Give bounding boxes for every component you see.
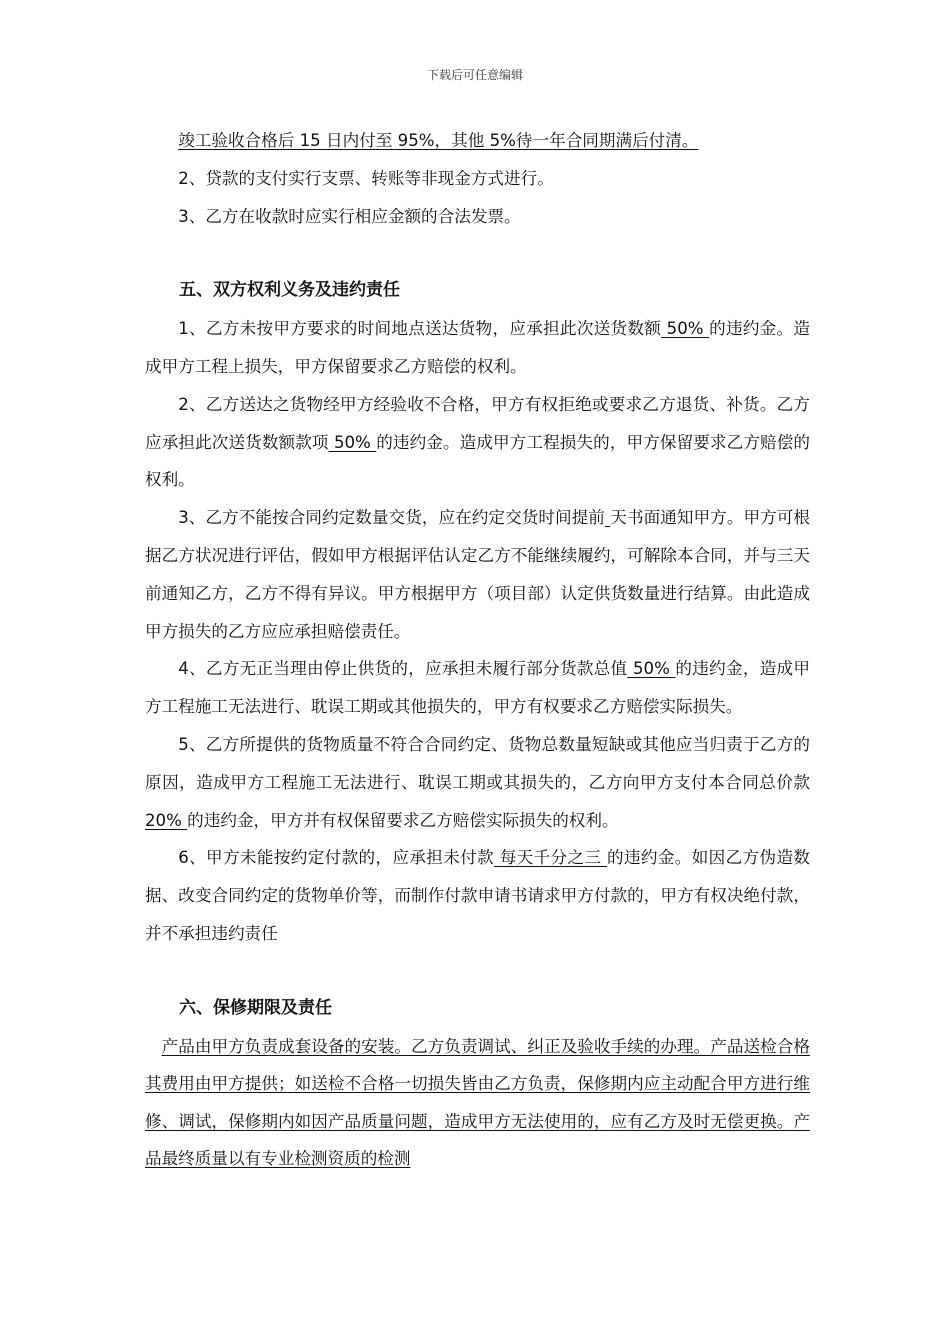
item-4-text-a: 4、乙方无正当理由停止供货的，应承担未履行部分货款总值 (178, 659, 628, 679)
item-1-text-a: 1、乙方未按甲方要求的时间地点送达货物，应承担此次送货数额 (178, 319, 662, 339)
section-5-item-1 (145, 310, 810, 386)
payment-item-3: 3、乙方在收款时应实行相应金额的合法发票。 (178, 206, 521, 226)
item-5-penalty-rate: 20% (145, 810, 188, 830)
warranty-terms-underlined: 产品由甲方负责成套设备的安装。乙方负责调试、纠正及验收手续的办理。产品送检合格其费用由甲方提供；如送检不合格一切损失皆由乙方负责，保修期内应主动配合甲方进行维修、调试，保修期内如因产品质量问题，造成甲方无法使用的，应有乙方及时无偿更换。产品最终质量以有专业检测资质的检测 (145, 1036, 810, 1169)
section-6-body (145, 1028, 810, 1178)
item-4-text-b: 的违约金，造成甲方工程施工无法进行、耽误工期或其他损失的，甲方有权要求乙方赔偿实际损失。 (145, 659, 810, 717)
payment-item-2: 2、贷款的支付实行支票、转账等非现金方式进行。 (178, 168, 554, 188)
item-2-penalty-rate: 50% (328, 432, 377, 452)
page-header: 下载后可任意编辑 (426, 68, 523, 82)
section-5-item-4 (145, 650, 810, 726)
item-6-text-a: 6、甲方未能按约定付款的，应承担未付款 (178, 848, 495, 868)
spacer (145, 953, 810, 990)
item-1-penalty-rate: 50% (661, 319, 710, 339)
item-3-text-b: 天书面通知甲方。甲方可根据乙方状况进行评估，假如甲方根据评估认定乙方不能继续履约，可解除本合同，并与三天前通知乙方，乙方不得有异议。甲方根据甲方（项目部）认定供货数量进行结算。由此造成甲方损失的乙方应应承担赔偿责任。 (145, 508, 811, 641)
section-5-item-5 (145, 726, 810, 839)
item-3-text-a: 3、乙方不能按合同约定数量交货，应在约定交货时间提前 (178, 508, 605, 528)
item-4-penalty-rate: 50% (627, 659, 676, 679)
item-2-text-a: 2、乙方送达之货物经甲方经验收不合格，甲方有权拒绝或要求乙方退货、补货。乙方应承担此次送货数额款项 (145, 394, 810, 452)
section-5-item-2 (145, 386, 810, 499)
payment-continuation (145, 122, 810, 160)
item-5-text-a: 5、乙方所提供的货物质量不符合合同约定、货物总数量短缺或其他应当归责于乙方的原因，造成甲方工程施工无法进行、耽误工期或其损失的，乙方向甲方支付本合同总价款 (145, 734, 810, 792)
spacer (145, 235, 810, 272)
section-6-heading: 六、保修期限及责任 (179, 997, 332, 1018)
item-2-text-b: 的违约金。造成甲方工程损失的，甲方保留要求乙方赔偿的权利。 (145, 432, 811, 490)
item-1-text-b: 的违约金。造成甲方工程上损失，甲方保留要求乙方赔偿的权利。 (145, 319, 810, 376)
item-5-text-b: 的违约金，甲方并有权保留要求乙方赔偿实际损失的权利。 (187, 810, 619, 830)
section-5-item-3 (145, 499, 810, 650)
item-6-text-b: 的违约金。如因乙方伪造数据、改变合同约定的货物单价等，而制作付款申请书请求甲方付款的，甲方有权决绝付款，并不承担违约责任 (145, 848, 810, 943)
payment-terms-underlined: 竣工验收合格后 15 日内付至 95%，其他 5%待一年合同期满后付清。 (178, 131, 699, 150)
document-body (145, 122, 810, 1178)
section-5-item-6 (145, 839, 810, 952)
section-5-heading: 五、双方权利义务及违约责任 (179, 280, 400, 301)
item-6-late-rate: 每天千分之三 (494, 848, 608, 868)
